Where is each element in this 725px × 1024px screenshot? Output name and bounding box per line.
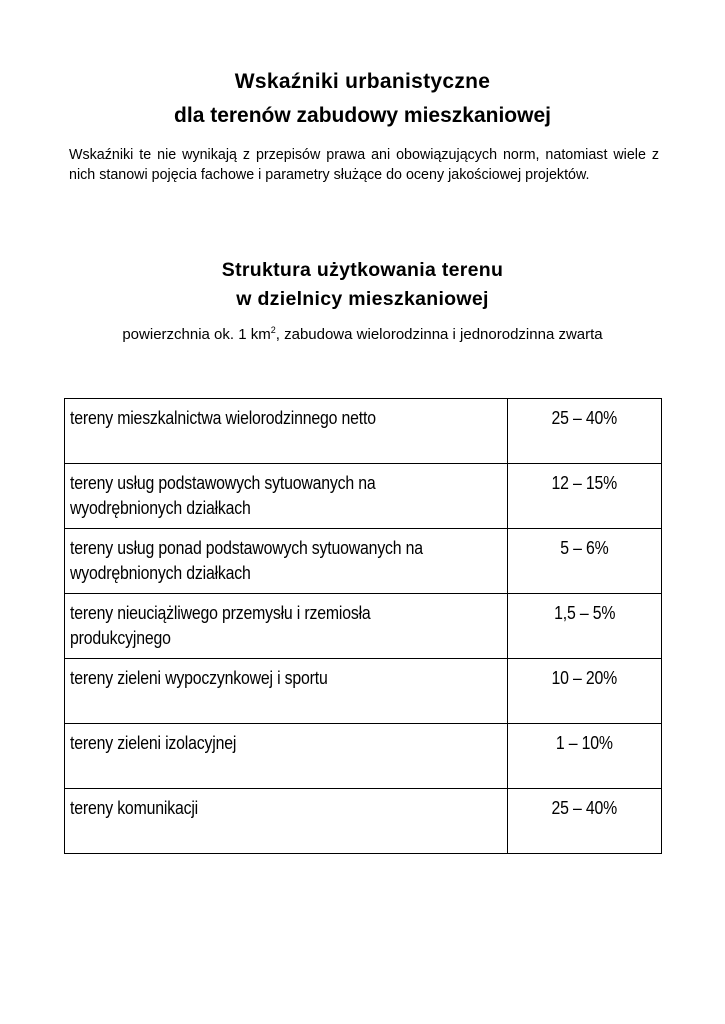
section-note: [0, 326, 725, 343]
category-line-1: tereny usług ponad podstawowych sytuowanych na: [70, 538, 423, 558]
share-value: 1,5 – 5%: [553, 603, 616, 623]
land-use-category: [65, 594, 508, 659]
section-title-line-2: w dzielnicy mieszkaniowej: [236, 288, 489, 310]
table-row: [65, 399, 662, 464]
share-value: 12 – 15%: [551, 473, 618, 493]
share-value: 5 – 6%: [560, 538, 609, 558]
table-row: [65, 789, 662, 854]
category-line-2: wyodrębnionych działkach: [70, 498, 251, 518]
share-value: 25 – 40%: [551, 408, 618, 428]
section-note-superscript: 2: [270, 325, 276, 335]
section-note-text-rest: , zabudowa wielorodzinna i jednorodzinna zwarta: [275, 326, 603, 343]
table-row: [65, 464, 662, 529]
page-title: Wskaźniki urbanistyczne: [234, 70, 491, 93]
table-row: [65, 594, 662, 659]
share-value: 25 – 40%: [551, 798, 618, 818]
land-use-category: [65, 464, 508, 529]
table-row: [65, 529, 662, 594]
category-line-1: tereny mieszkalnictwa wielorodzinnego netto: [70, 408, 376, 428]
share-value: 1 – 10%: [556, 733, 613, 753]
share-value: 10 – 20%: [551, 668, 618, 688]
land-use-category: [65, 789, 508, 854]
land-use-share: [508, 529, 662, 594]
page-subtitle: dla terenów zabudowy mieszkaniowej: [174, 104, 551, 127]
land-use-category: [65, 529, 508, 594]
category-line-1: tereny nieuciążliwego przemysłu i rzemiosła: [70, 603, 371, 623]
land-use-share: [508, 464, 662, 529]
land-use-share: [508, 789, 662, 854]
category-line-1: tereny komunikacji: [70, 798, 199, 818]
section-note-text: powierzchnia ok. 1 km: [122, 326, 271, 343]
category-line-1: tereny zieleni wypoczynkowej i sportu: [70, 668, 328, 688]
category-line-1: tereny zieleni izolacyjnej: [70, 733, 237, 753]
land-use-share: [508, 594, 662, 659]
land-use-share: [508, 659, 662, 724]
category-line-1: tereny usług podstawowych sytuowanych na: [70, 473, 376, 493]
land-use-category: [65, 659, 508, 724]
intro-paragraph: Wskaźniki te nie wynikają z przepisów prawa ani obowiązujących norm, natomiast wiele z nich stanowi pojęcia fachowe i parametry służące do oceny jakościowej projektów.: [69, 147, 659, 183]
table-row: [65, 724, 662, 789]
category-line-2: wyodrębnionych działkach: [70, 563, 251, 583]
land-use-share: [508, 724, 662, 789]
land-use-category: [65, 724, 508, 789]
category-line-2: produkcyjnego: [70, 628, 171, 648]
section-title: [0, 256, 725, 314]
land-use-share: [508, 399, 662, 464]
table-row: [65, 659, 662, 724]
land-use-table: [64, 398, 662, 854]
section-title-line-1: Struktura użytkowania terenu: [221, 259, 504, 281]
land-use-category: [65, 399, 508, 464]
